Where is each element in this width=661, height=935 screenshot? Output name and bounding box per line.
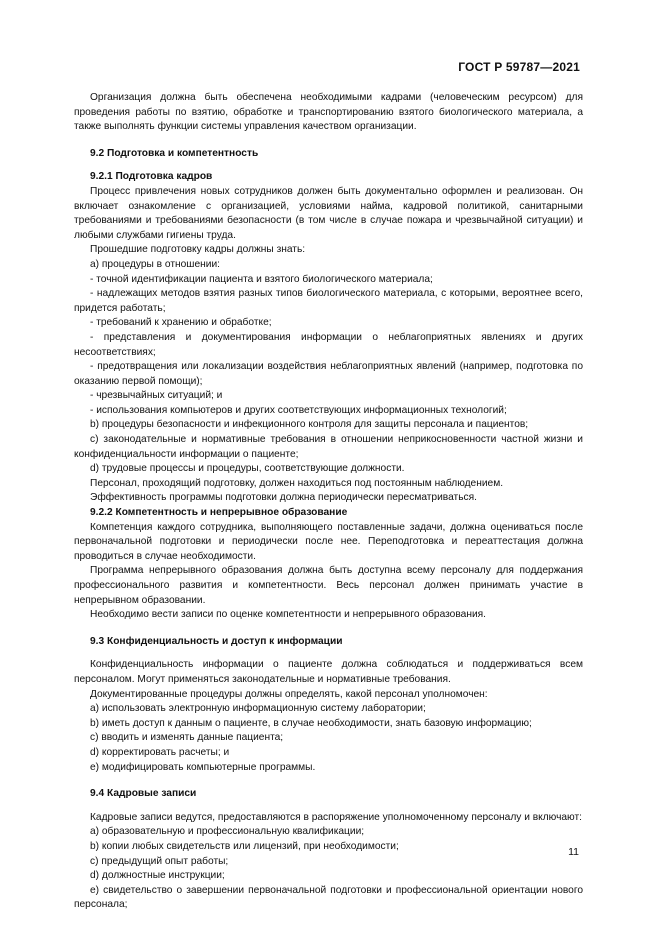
list-item: а) образовательную и профессиональную квалификации;: [90, 826, 365, 838]
list-item: - точной идентификации пациента и взятого биологического материала;: [90, 273, 433, 285]
page-number: 11: [568, 846, 579, 858]
section-9-2-heading: 9.2 Подготовка и компетентность: [90, 147, 259, 159]
list-item: - предотвращения или локализации воздействия неблагоприятных явлений (например, подготовка по оказанию первой помощи);: [74, 361, 583, 387]
list-item: - требований к хранению и обработке;: [90, 317, 272, 329]
paragraph: Программа непрерывного образования должна быть доступна всему персоналу для поддержания профессионального развития и компетентности. Весь персонал должен принимать участие в непрерывном образовании.: [74, 565, 583, 606]
paragraph: Персонал, проходящий подготовку, должен находиться под постоянным наблюдением.: [90, 477, 504, 489]
list-item: e) модифицировать компьютерные программы.: [90, 761, 316, 773]
list-item: d) трудовые процессы и процедуры, соответствующие должности.: [90, 463, 405, 475]
paragraph: Документированные процедуры должны определять, какой персонал уполномочен:: [90, 688, 488, 700]
paragraph: Процесс привлечения новых сотрудников должен быть документально оформлен и реализован. Он включает ознакомление с организацией, условиями найма, кадровой политикой, санитарными требованиями и требованиями безопасности (в том числе в случае пожара и чрезвычайной ситуации) и любыми службами гигиены труда.: [74, 185, 583, 241]
paragraph: Конфиденциальность информации о пациенте должна соблюдаться и поддерживаться всем персоналом. Могут применяться законодательные и нормативные требования.: [74, 659, 583, 685]
list-item: - надлежащих методов взятия разных типов биологического материала, с которыми, вероятнее всего, придется работать;: [74, 288, 583, 314]
list-item: c) законодательные и нормативные требования в отношении неприкосновенности частной жизни и конфиденциальности информации о пациенте;: [74, 434, 583, 460]
list-item: e) свидетельство о завершении первоначальной подготовки и профессиональной ориентации нового персонала;: [74, 884, 583, 911]
list-item: b) процедуры безопасности и инфекционного контроля для защиты персонала и пациентов;: [90, 419, 529, 431]
list-item: d) должностные инструкции;: [90, 870, 225, 882]
section-9-3-heading: 9.3 Конфиденциальность и доступ к информации: [90, 635, 343, 647]
list-item: а) процедуры в отношении:: [90, 258, 220, 270]
document-body: [74, 91, 583, 913]
paragraph: Прошедшие подготовку кадры должны знать:: [90, 244, 306, 256]
intro-paragraph: Организация должна быть обеспечена необходимыми кадрами (человеческим ресурсом) для проведения работы по взятию, обработке и транспортированию взятого биологического материала, а также выполнять функции системы управления качеством организации.: [74, 92, 583, 133]
list-item: - чрезвычайных ситуаций; и: [90, 390, 223, 402]
list-item: d) корректировать расчеты; и: [90, 746, 230, 758]
list-item: b) копии любых свидетельств или лицензий, при необходимости;: [90, 840, 399, 852]
list-item: c) предыдущий опыт работы;: [90, 855, 229, 867]
section-9-2-2-heading: 9.2.2 Компетентность и непрерывное образование: [90, 507, 348, 519]
list-item: - использования компьютеров и других соответствующих информационных технологий;: [90, 404, 507, 416]
section-9-4-heading: 9.4 Кадровые записи: [90, 788, 197, 800]
list-item: c) вводить и изменять данные пациента;: [90, 732, 284, 744]
list-item: b) иметь доступ к данным о пациенте, в случае необходимости, знать базовую информацию;: [90, 717, 532, 729]
paragraph: Кадровые записи ведутся, предоставляются в распоряжение уполномоченному персоналу и включают:: [90, 811, 582, 823]
document-id-header: ГОСТ Р 59787—2021: [458, 60, 580, 74]
paragraph: Необходимо вести записи по оценке компетентности и непрерывного образования.: [90, 609, 486, 621]
section-9-2-1-heading: 9.2.1 Подготовка кадров: [90, 171, 213, 183]
paragraph: Компетенция каждого сотрудника, выполняющего поставленные задачи, должна оцениваться после первоначальной подготовки и периодически после нее. Переподготовка и переаттестация должна проводиться в случае необходимости.: [74, 521, 583, 562]
list-item: а) использовать электронную информационную систему лаборатории;: [90, 703, 426, 715]
list-item: - представления и документирования информации о неблагоприятных явлениях и других несоответствиях;: [74, 331, 583, 358]
paragraph: Эффективность программы подготовки должна периодически пересматриваться.: [90, 492, 477, 504]
